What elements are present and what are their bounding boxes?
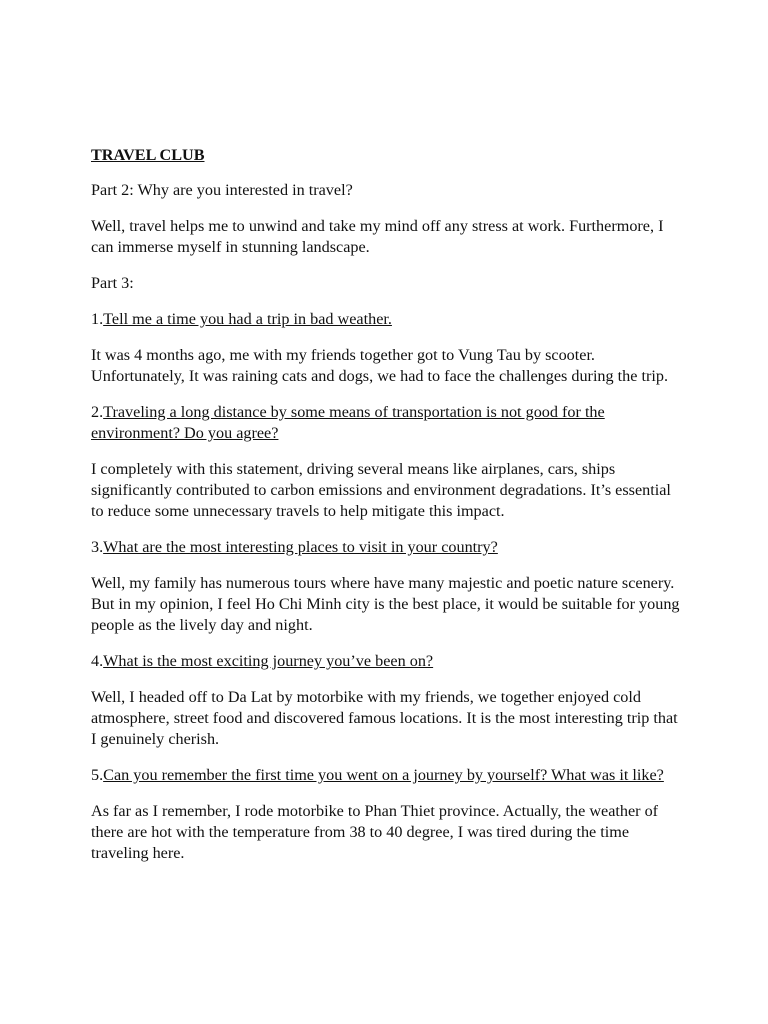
question-text: Traveling a long distance by some means of transportation is not good for the environment? Do you agree? bbox=[91, 403, 605, 442]
answer-4: Well, I headed off to Da Lat by motorbike with my friends, we together enjoyed cold atmosphere, street food and discovered famous locations. It is the most interesting trip that I genuinely cherish. bbox=[91, 688, 678, 748]
question-number: 1. bbox=[91, 310, 104, 328]
question-text: Tell me a time you had a trip in bad weather. bbox=[103, 310, 392, 328]
question-1 bbox=[91, 309, 681, 330]
document-page bbox=[91, 144, 681, 879]
question-5 bbox=[91, 765, 681, 786]
question-2 bbox=[91, 402, 681, 444]
answer-5: As far as I remember, I rode motorbike to Phan Thiet province. Actually, the weather of there are hot with the temperature from 38 to 40 degree, I was tired during the time traveling here. bbox=[91, 802, 659, 862]
answer-3: Well, my family has numerous tours where have many majestic and poetic nature scenery. But in my opinion, I feel Ho Chi Minh city is the best place, it would be suitable for young people as the lively day and night. bbox=[91, 574, 680, 634]
question-4 bbox=[91, 651, 681, 672]
question-number: 3. bbox=[91, 538, 104, 556]
question-text: What is the most exciting journey you’ve been on? bbox=[103, 652, 434, 670]
part2-answer: Well, travel helps me to unwind and take my mind off any stress at work. Furthermore, I can immerse myself in stunning landscape. bbox=[91, 217, 664, 256]
question-number: 4. bbox=[91, 652, 104, 670]
question-3 bbox=[91, 537, 681, 558]
question-text: Can you remember the first time you went on a journey by yourself? What was it like? bbox=[103, 766, 664, 784]
document-title: TRAVEL CLUB bbox=[91, 146, 205, 164]
question-number: 5. bbox=[91, 766, 104, 784]
answer-1: It was 4 months ago, me with my friends together got to Vung Tau by scooter. Unfortunately, It was raining cats and dogs, we had to face the challenges during the trip. bbox=[91, 346, 669, 385]
part3-heading: Part 3: bbox=[91, 274, 134, 292]
question-number: 2. bbox=[91, 403, 104, 421]
question-text: What are the most interesting places to visit in your country? bbox=[103, 538, 498, 556]
answer-2: I completely with this statement, driving several means like airplanes, cars, ships significantly contributed to carbon emissions and environment degradations. It’s essential to reduce some unnecessary travels to help mitigate this impact. bbox=[91, 460, 671, 520]
part2-question: Part 2: Why are you interested in travel? bbox=[91, 181, 353, 199]
